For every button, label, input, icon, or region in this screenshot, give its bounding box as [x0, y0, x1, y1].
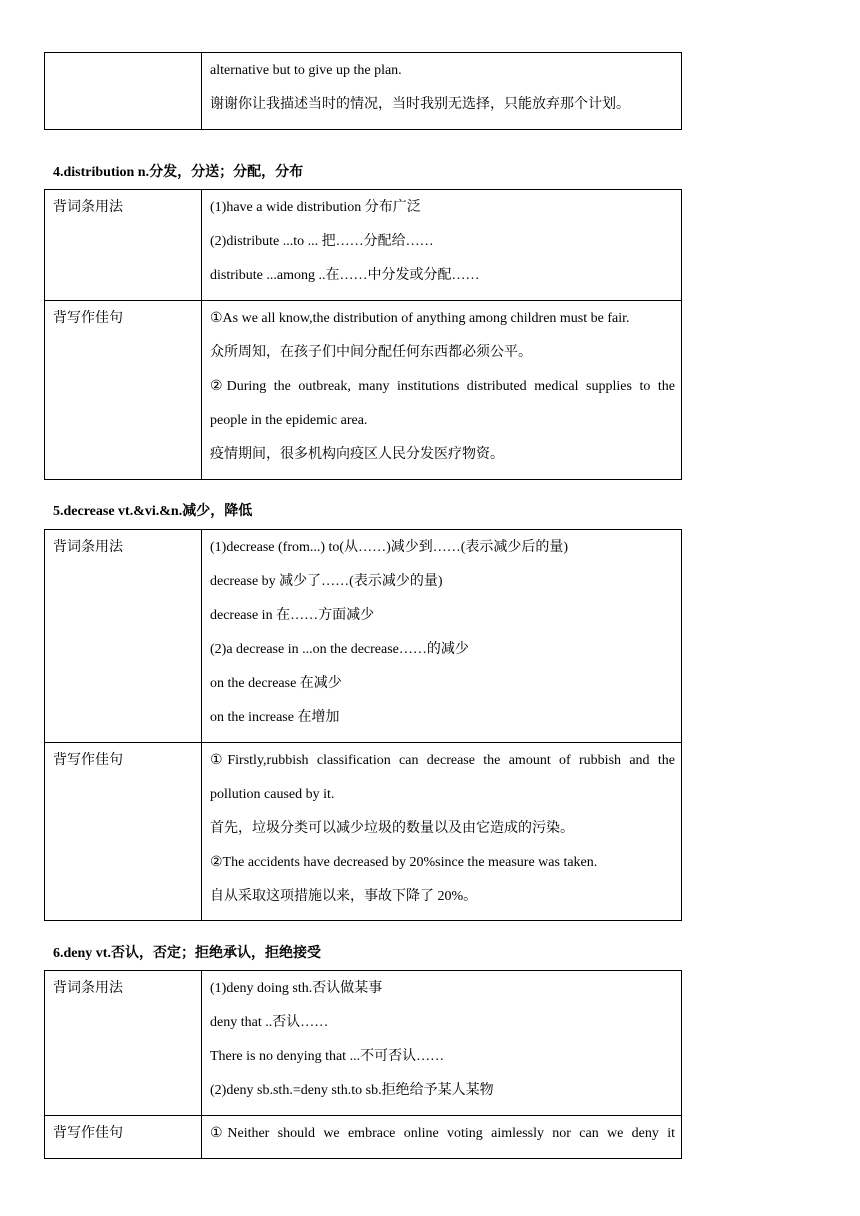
table-row [45, 1116, 682, 1159]
content-line: (2)a decrease in ...on the decrease……的减少 [210, 642, 469, 657]
row-content [202, 743, 682, 921]
row-content [202, 1116, 682, 1159]
content-line: on the increase 在增加 [210, 710, 340, 725]
content-line: deny that ..否认…… [210, 1015, 329, 1030]
content-line: 疫情期间，很多机构向疫区人民分发医疗物资。 [210, 447, 504, 462]
row-label: 背词条用法 [45, 530, 202, 743]
table-row [45, 743, 682, 921]
content-line: 首先，垃圾分类可以减少垃圾的数量以及由它造成的污染。 [210, 821, 574, 836]
content-line: decrease in 在……方面减少 [210, 608, 375, 623]
section-table-deny [44, 970, 682, 1159]
content-line: ①Firstly,rubbish classification can decrease the amount of rubbish and the [210, 753, 675, 768]
content-line: 众所周知，在孩子们中间分配任何东西都必须公平。 [210, 345, 532, 360]
content-line: ②During the outbreak, many institutions distributed medical supplies to the [210, 379, 675, 394]
section-heading-distribution: 4.distribution n.分发，分送；分配，分布 [53, 165, 304, 180]
content-line: ①As we all know,the distribution of anything among children must be fair. [210, 311, 630, 326]
row-label: 背写作佳句 [45, 743, 202, 921]
table-row [45, 301, 682, 480]
table-row [45, 53, 682, 130]
content-line: There is no denying that ...不可否认…… [210, 1049, 445, 1064]
row-label: 背写作佳句 [45, 1116, 202, 1159]
content-line: 谢谢你让我描述当时的情况，当时我别无选择，只能放弃那个计划。 [210, 97, 630, 112]
table-row [45, 971, 682, 1116]
content-line: ①Neither should we embrace online voting aimlessly nor can we deny it [210, 1126, 675, 1141]
section-table-distribution [44, 189, 682, 480]
section-heading-deny: 6.deny vt.否认，否定；拒绝承认，拒绝接受 [53, 946, 321, 961]
table-row [45, 190, 682, 301]
content-line: distribute ...among ..在……中分发或分配…… [210, 268, 480, 283]
content-line: (1)decrease (from...) to(从……)减少到……(表示减少后的量) [210, 540, 569, 555]
table-row [45, 530, 682, 743]
content-line: (1)deny doing sth.否认做某事 [210, 981, 383, 996]
row-label: 背词条用法 [45, 190, 202, 301]
row-content [202, 53, 682, 130]
content-line: (2)deny sb.sth.=deny sth.to sb.拒绝给予某人某物 [210, 1083, 494, 1098]
content-line: 自从采取这项措施以来，事故下降了 20%。 [210, 889, 478, 904]
content-line: decrease by 减少了……(表示减少的量) [210, 574, 443, 589]
row-label: 背写作佳句 [45, 301, 202, 480]
section-table-decrease [44, 529, 682, 921]
row-content [202, 301, 682, 480]
content-line: (1)have a wide distribution 分布广泛 [210, 200, 421, 215]
row-content [202, 530, 682, 743]
content-line: (2)distribute ...to ... 把……分配给…… [210, 234, 434, 249]
content-line: people in the epidemic area. [210, 413, 368, 428]
top-table [44, 52, 682, 130]
row-content [202, 971, 682, 1116]
row-content [202, 190, 682, 301]
content-line: alternative but to give up the plan. [210, 63, 402, 78]
row-label: 背词条用法 [45, 971, 202, 1116]
section-heading-decrease: 5.decrease vt.&vi.&n.减少，降低 [53, 504, 253, 519]
row-label [45, 53, 202, 130]
content-line: on the decrease 在减少 [210, 676, 342, 691]
content-line: ②The accidents have decreased by 20%since the measure was taken. [210, 855, 598, 870]
content-line: pollution caused by it. [210, 787, 335, 802]
